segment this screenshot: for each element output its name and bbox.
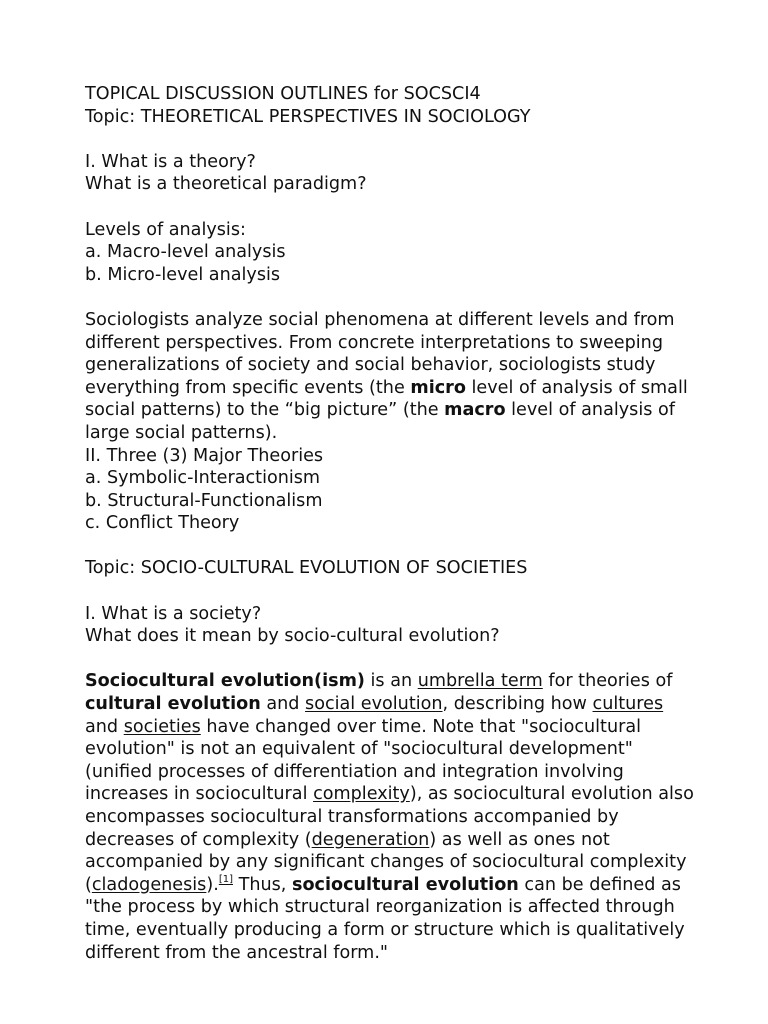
evolution-paragraph bbox=[85, 670, 695, 964]
link-societies[interactable]: societies bbox=[123, 716, 201, 737]
spacer bbox=[85, 535, 695, 558]
paragraph-text: ), as sociocultural evolution also encompasses sociocultural transformations accompanied by decreases of complexity ( bbox=[85, 784, 694, 850]
paragraph-text: can be defined as "the process by which structural reorganization is affected through time, eventually producing a form or structure which is qualitatively different from the ancestral form." bbox=[85, 874, 685, 963]
link-cladogenesis[interactable]: cladogenesis bbox=[91, 874, 207, 895]
paragraph-text: have changed over time. Note that "sociocultural evolution" is not an equivalent of "sociocultural development" (unified processes of differentiation and integration involving increases in sociocultural bbox=[85, 716, 641, 805]
question-theory: I. What is a theory? bbox=[85, 151, 256, 172]
link-umbrella-term[interactable]: umbrella term bbox=[417, 671, 543, 692]
spacer bbox=[85, 286, 695, 309]
paragraph-text: ) as well as ones not accompanied by any significant changes of sociocultural complexity ( bbox=[85, 829, 687, 895]
document-title: TOPICAL DISCUSSION OUTLINES for SOCSCI4 bbox=[85, 84, 481, 104]
term-sociocultural-evolutionism: Sociocultural evolution(ism) bbox=[85, 671, 365, 692]
levels-heading: Levels of analysis: bbox=[85, 219, 246, 240]
link-complexity[interactable]: complexity bbox=[313, 784, 410, 805]
term-sociocultural-evolution: sociocultural evolution bbox=[291, 874, 519, 895]
levels-paragraph bbox=[85, 309, 695, 445]
paragraph-text: and bbox=[260, 694, 306, 715]
spacer bbox=[85, 648, 695, 671]
theory-conflict: c. Conflict Theory bbox=[85, 513, 240, 534]
topic-heading: Topic: THEORETICAL PERSPECTIVES IN SOCIOLOGY bbox=[85, 106, 531, 127]
term-cultural-evolution: cultural evolution bbox=[85, 694, 261, 715]
paragraph-text: level of analysis of large social patterns). bbox=[85, 400, 675, 443]
theory-symbolic: a. Symbolic-Interactionism bbox=[85, 468, 321, 489]
term-micro: micro bbox=[410, 377, 466, 398]
level-macro: a. Macro-level analysis bbox=[85, 242, 286, 263]
paragraph-text: level of analysis of small social patterns) to the “big picture” (the bbox=[85, 377, 688, 421]
paragraph-text: Sociologists analyze social phenomena at different levels and from different perspectives. From concrete interpretations to sweeping generalizations of society and social behavior, sociologists study everything from specific events (the bbox=[85, 309, 675, 398]
theories-heading: II. Three (3) Major Theories bbox=[85, 445, 324, 466]
spacer bbox=[85, 196, 695, 219]
theory-structural: b. Structural-Functionalism bbox=[85, 490, 323, 511]
footnote-reference-link[interactable]: [1] bbox=[218, 873, 233, 885]
link-degeneration[interactable]: degeneration bbox=[311, 829, 430, 850]
paragraph-text: and bbox=[85, 716, 124, 737]
spacer bbox=[85, 128, 695, 151]
link-social-evolution[interactable]: social evolution bbox=[305, 694, 443, 715]
link-cultures[interactable]: cultures bbox=[592, 694, 664, 715]
paragraph-text: is an bbox=[364, 671, 418, 692]
topic-heading-2: Topic: SOCIO-CULTURAL EVOLUTION OF SOCIETIES bbox=[85, 558, 528, 579]
question-society: I. What is a society? bbox=[85, 603, 262, 624]
paragraph-text: ). bbox=[206, 874, 219, 895]
question-evolution: What does it mean by socio-cultural evolution? bbox=[85, 626, 500, 647]
paragraph-text: , describing how bbox=[442, 694, 593, 715]
level-micro: b. Micro-level analysis bbox=[85, 264, 281, 285]
document-content bbox=[85, 83, 695, 964]
paragraph-text: Thus, bbox=[232, 874, 292, 895]
question-paradigm: What is a theoretical paradigm? bbox=[85, 174, 367, 195]
spacer bbox=[85, 580, 695, 603]
paragraph-text: for theories of bbox=[542, 671, 673, 692]
term-macro: macro bbox=[444, 400, 506, 421]
